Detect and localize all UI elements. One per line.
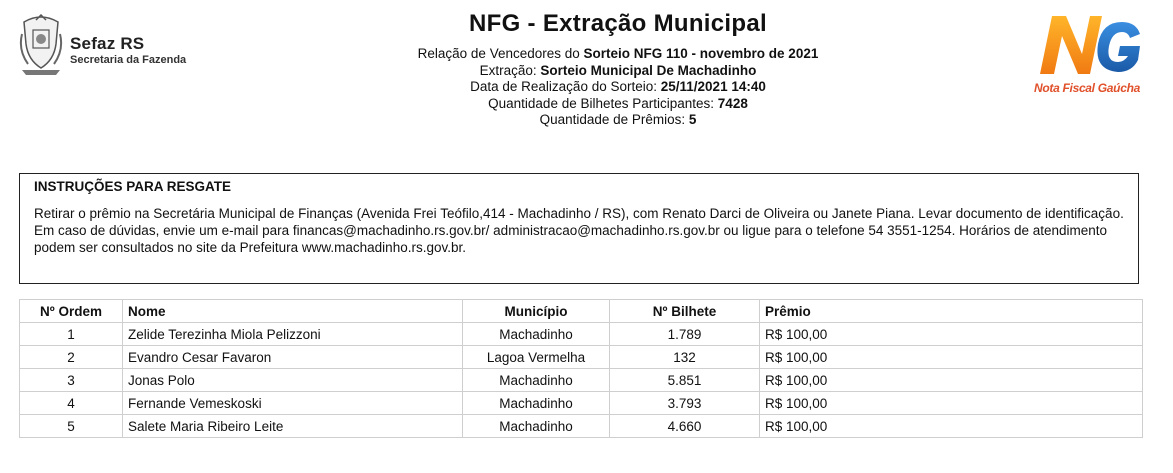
col-ordem: Nº Ordem (20, 300, 123, 323)
rs-coat-of-arms-icon (18, 14, 64, 76)
nfg-caption: Nota Fiscal Gaúcha (1034, 81, 1140, 95)
cell-ordem: 5 (20, 415, 123, 438)
sefaz-logo (18, 14, 218, 78)
meta-line: Quantidade de Bilhetes Participantes: 7428 (488, 95, 748, 111)
cell-nome: Evandro Cesar Favaron (123, 346, 463, 369)
sefaz-subtitle: Secretaria da Fazenda (70, 54, 187, 66)
table-row (20, 323, 1143, 346)
table-row (20, 369, 1143, 392)
instructions-text: Retirar o prêmio na Secretária Municipal de Finanças (Avenida Frei Teófilo,414 - Machadinho / RS), com Renato Darci de Oliveira ou Janete Piana. Levar documento de identificação. Em caso de dúvidas, envie um e-mail para financas@machadinho.rs.gov.br/ administracao@machadinho.rs.gov.br ou ligue para o telefone 54 3551-1254. Horários de atendimento podem ser consultados no site da Prefeitura www.machadinho.rs.gov.br. (34, 206, 1124, 255)
nfg-logo (1030, 10, 1155, 100)
table-header-row (20, 300, 1143, 323)
cell-ordem: 3 (20, 369, 123, 392)
cell-bilhete: 4.660 (610, 415, 760, 438)
nfg-logo-icon (1036, 10, 1146, 82)
sefaz-name: Sefaz RS (70, 34, 145, 53)
cell-premio: R$ 100,00 (760, 369, 1143, 392)
cell-ordem: 1 (20, 323, 123, 346)
cell-nome: Salete Maria Ribeiro Leite (123, 415, 463, 438)
cell-premio: R$ 100,00 (760, 346, 1143, 369)
cell-bilhete: 3.793 (610, 392, 760, 415)
meta-line: Quantidade de Prêmios: 5 (539, 112, 697, 127)
cell-nome: Zelide Terezinha Miola Pelizzoni (123, 323, 463, 346)
col-premio: Prêmio (760, 300, 1143, 323)
cell-nome: Fernande Vemeskoski (123, 392, 463, 415)
table-row (20, 346, 1143, 369)
cell-municipio: Machadinho (463, 415, 610, 438)
cell-premio: R$ 100,00 (760, 415, 1143, 438)
page-title: NFG - Extração Municipal (469, 10, 767, 37)
cell-municipio: Machadinho (463, 369, 610, 392)
meta-line: Relação de Vencedores do Sorteio NFG 110 - novembro de 2021 (417, 46, 819, 61)
col-municipio: Município (463, 300, 610, 323)
cell-municipio: Machadinho (463, 323, 610, 346)
meta-line: Data de Realização do Sorteio: 25/11/2021 14:40 (470, 79, 766, 94)
report-meta (300, 46, 936, 129)
cell-premio: R$ 100,00 (760, 323, 1143, 346)
cell-ordem: 2 (20, 346, 123, 369)
table-row (20, 415, 1143, 438)
cell-bilhete: 132 (610, 346, 760, 369)
cell-nome: Jonas Polo (123, 369, 463, 392)
col-nome: Nome (123, 300, 463, 323)
table-row (20, 392, 1143, 415)
cell-bilhete: 5.851 (610, 369, 760, 392)
col-bilhete: Nº Bilhete (610, 300, 760, 323)
cell-premio: R$ 100,00 (760, 392, 1143, 415)
cell-municipio: Machadinho (463, 392, 610, 415)
instructions-title: INSTRUÇÕES PARA RESGATE (34, 179, 232, 194)
cell-bilhete: 1.789 (610, 323, 760, 346)
instructions-box (19, 173, 1139, 284)
cell-municipio: Lagoa Vermelha (463, 346, 610, 369)
report-header (300, 10, 936, 129)
cell-ordem: 4 (20, 392, 123, 415)
winners-table (19, 299, 1143, 438)
meta-line: Extração: Sorteio Municipal De Machadinho (479, 62, 757, 78)
